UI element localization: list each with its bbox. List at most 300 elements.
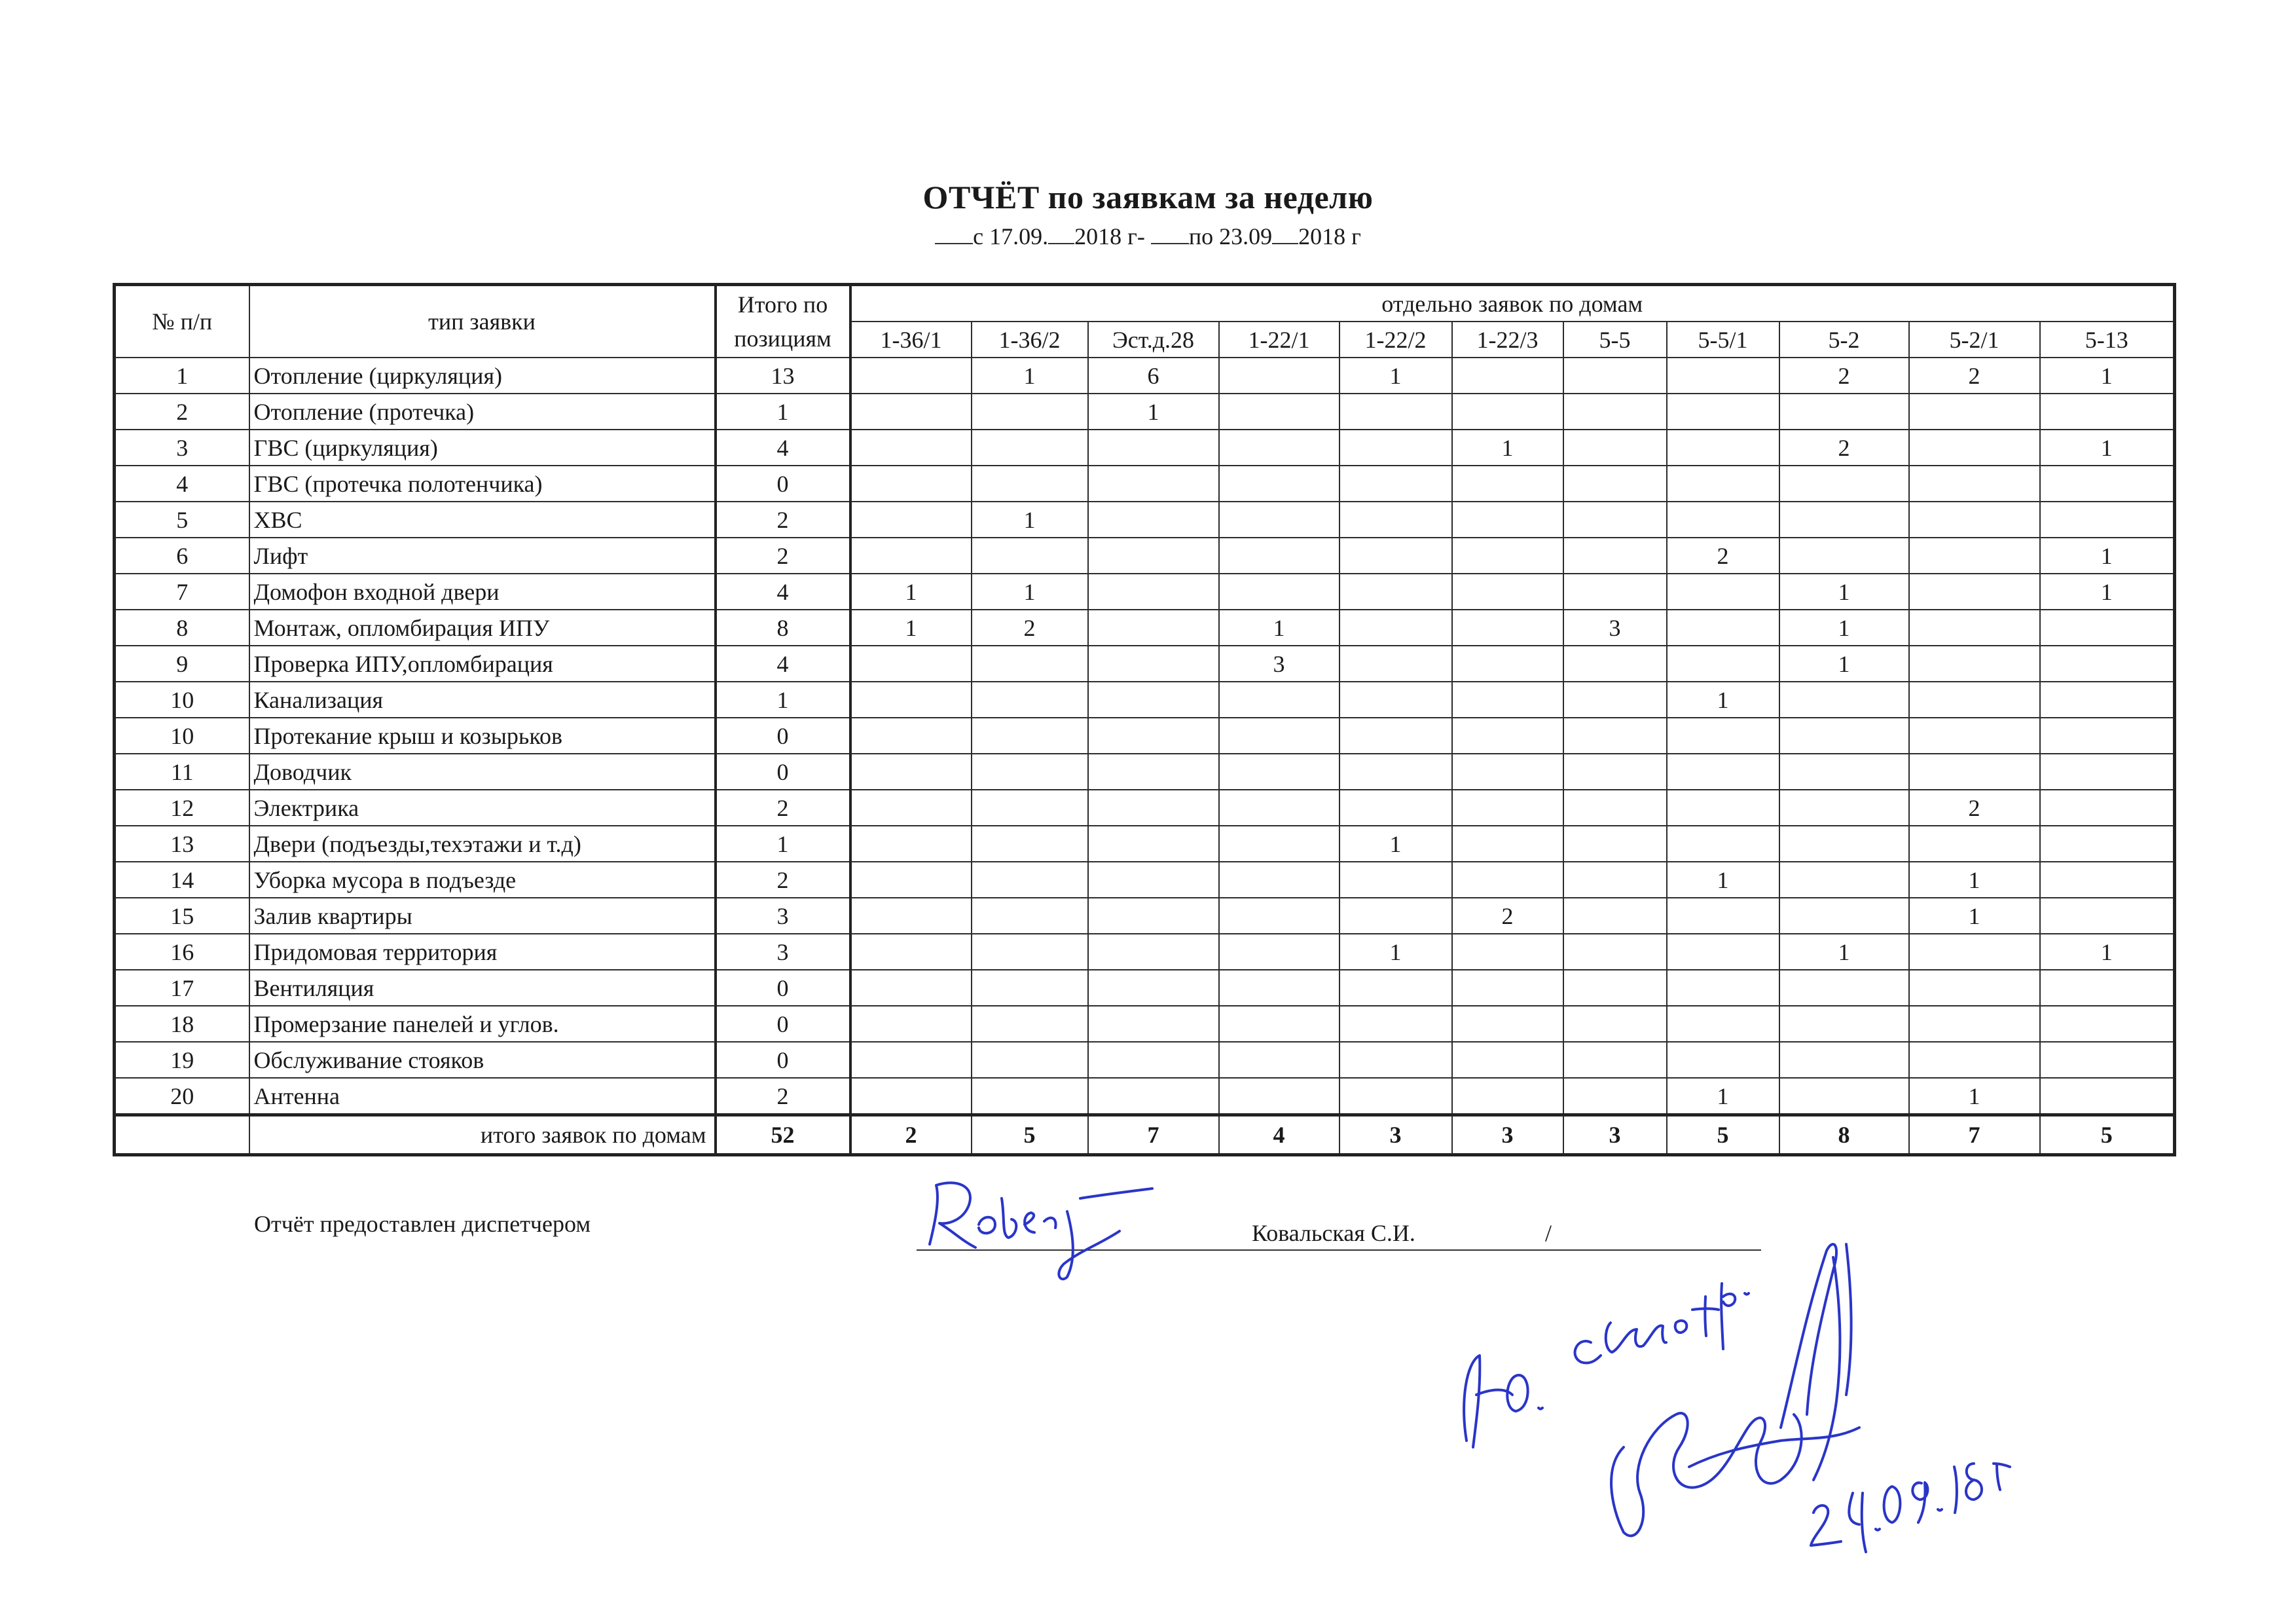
house-cell bbox=[2040, 502, 2175, 538]
col-type-header: тип заявки bbox=[249, 285, 716, 358]
blank-underline bbox=[1151, 223, 1189, 244]
summary-house-cell: 3 bbox=[1563, 1115, 1667, 1155]
house-cell bbox=[1909, 574, 2040, 610]
house-cell bbox=[850, 826, 972, 862]
table-row bbox=[115, 538, 2175, 574]
summary-house-cell: 5 bbox=[972, 1115, 1088, 1155]
house-cell bbox=[972, 646, 1088, 682]
house-cell bbox=[1563, 1042, 1667, 1078]
house-cell bbox=[1667, 1042, 1779, 1078]
blank-underline bbox=[1048, 223, 1074, 244]
house-cell bbox=[1088, 646, 1219, 682]
house-header: 5-2/1 bbox=[1909, 322, 2040, 358]
house-cell bbox=[1667, 646, 1779, 682]
row-total: 2 bbox=[716, 1078, 850, 1115]
house-cell: 1 bbox=[2040, 358, 2175, 394]
house-cell bbox=[1088, 1042, 1219, 1078]
house-cell bbox=[850, 1042, 972, 1078]
house-cell bbox=[972, 394, 1088, 430]
house-header: 5-5 bbox=[1563, 322, 1667, 358]
house-cell: 1 bbox=[1909, 862, 2040, 898]
house-cell bbox=[972, 898, 1088, 934]
request-type: Придомовая территория bbox=[249, 934, 716, 970]
house-cell bbox=[1779, 754, 1909, 790]
table-row bbox=[115, 430, 2175, 466]
house-cell bbox=[1219, 430, 1339, 466]
house-cell bbox=[1219, 466, 1339, 502]
row-total: 0 bbox=[716, 1006, 850, 1042]
house-cell bbox=[2040, 862, 2175, 898]
house-cell bbox=[1339, 610, 1452, 646]
house-cell: 1 bbox=[1779, 934, 1909, 970]
house-cell bbox=[850, 430, 972, 466]
house-cell bbox=[972, 862, 1088, 898]
table-row bbox=[115, 610, 2175, 646]
house-cell bbox=[850, 1078, 972, 1115]
row-number: 7 bbox=[115, 574, 249, 610]
house-cell bbox=[1219, 934, 1339, 970]
house-cell bbox=[1339, 898, 1452, 934]
table-row bbox=[115, 754, 2175, 790]
house-cell bbox=[1909, 826, 2040, 862]
house-cell: 2 bbox=[1667, 538, 1779, 574]
table-row bbox=[115, 898, 2175, 934]
house-cell bbox=[850, 682, 972, 718]
house-header: 5-5/1 bbox=[1667, 322, 1779, 358]
row-total: 0 bbox=[716, 1042, 850, 1078]
request-type: Залив квартиры bbox=[249, 898, 716, 934]
house-cell bbox=[1563, 862, 1667, 898]
house-cell bbox=[1909, 1006, 2040, 1042]
house-cell bbox=[1909, 502, 2040, 538]
row-total: 8 bbox=[716, 610, 850, 646]
house-header: 1-36/1 bbox=[850, 322, 972, 358]
house-cell bbox=[850, 538, 972, 574]
house-cell bbox=[1563, 718, 1667, 754]
row-number: 3 bbox=[115, 430, 249, 466]
summary-empty-cell bbox=[115, 1115, 249, 1155]
provided-by-label: Отчёт предоставлен диспетчером bbox=[254, 1211, 591, 1237]
house-cell bbox=[1339, 538, 1452, 574]
house-cell bbox=[972, 826, 1088, 862]
row-number: 18 bbox=[115, 1006, 249, 1042]
house-cell: 1 bbox=[2040, 574, 2175, 610]
row-number: 6 bbox=[115, 538, 249, 574]
house-cell bbox=[1909, 934, 2040, 970]
house-cell bbox=[1339, 430, 1452, 466]
house-cell: 2 bbox=[972, 610, 1088, 646]
period-from-year: 2018 г- bbox=[1074, 223, 1145, 249]
house-cell bbox=[1452, 862, 1563, 898]
house-cell bbox=[1779, 394, 1909, 430]
house-cell bbox=[972, 430, 1088, 466]
row-total: 2 bbox=[716, 538, 850, 574]
request-type: Протекание крыш и козырьков bbox=[249, 718, 716, 754]
row-number: 8 bbox=[115, 610, 249, 646]
house-cell bbox=[1339, 1078, 1452, 1115]
house-cell bbox=[1452, 754, 1563, 790]
report-title: ОТЧЁТ по заявкам за неделю bbox=[922, 179, 1374, 215]
house-cell: 1 bbox=[2040, 430, 2175, 466]
house-cell bbox=[1667, 934, 1779, 970]
house-cell bbox=[1452, 574, 1563, 610]
house-cell bbox=[1779, 466, 1909, 502]
house-cell bbox=[1563, 682, 1667, 718]
house-cell bbox=[1667, 610, 1779, 646]
house-cell bbox=[1219, 754, 1339, 790]
row-total: 4 bbox=[716, 574, 850, 610]
row-number: 13 bbox=[115, 826, 249, 862]
house-cell bbox=[850, 394, 972, 430]
house-cell bbox=[1219, 502, 1339, 538]
house-cell bbox=[2040, 754, 2175, 790]
house-cell bbox=[1339, 682, 1452, 718]
house-cell bbox=[1563, 466, 1667, 502]
house-cell bbox=[1779, 538, 1909, 574]
row-total: 3 bbox=[716, 898, 850, 934]
house-cell bbox=[1667, 394, 1779, 430]
house-cell bbox=[1219, 718, 1339, 754]
row-number: 10 bbox=[115, 682, 249, 718]
house-cell bbox=[1779, 718, 1909, 754]
house-cell: 2 bbox=[1779, 430, 1909, 466]
house-cell bbox=[850, 646, 972, 682]
period-to-year: 2018 г bbox=[1298, 223, 1361, 249]
period-from: с 17.09. bbox=[973, 223, 1049, 249]
request-type: Монтаж, опломбирация ИПУ bbox=[249, 610, 716, 646]
house-cell: 1 bbox=[2040, 934, 2175, 970]
row-total: 0 bbox=[716, 970, 850, 1006]
table-row bbox=[115, 574, 2175, 610]
house-cell: 1 bbox=[1779, 646, 1909, 682]
request-type: Отопление (протечка) bbox=[249, 394, 716, 430]
row-total: 1 bbox=[716, 394, 850, 430]
house-cell bbox=[2040, 718, 2175, 754]
house-cell bbox=[1088, 970, 1219, 1006]
house-cell bbox=[1088, 538, 1219, 574]
house-cell bbox=[1452, 358, 1563, 394]
house-cell bbox=[1452, 970, 1563, 1006]
summary-house-cell: 5 bbox=[2040, 1115, 2175, 1155]
house-cell bbox=[1452, 934, 1563, 970]
house-cell bbox=[1563, 574, 1667, 610]
request-type: Доводчик bbox=[249, 754, 716, 790]
house-cell bbox=[1563, 1078, 1667, 1115]
table-row bbox=[115, 790, 2175, 826]
house-cell bbox=[2040, 466, 2175, 502]
house-cell bbox=[1088, 574, 1219, 610]
report-period bbox=[0, 223, 2296, 250]
house-cell bbox=[1219, 394, 1339, 430]
house-cell bbox=[1667, 574, 1779, 610]
house-cell bbox=[1909, 646, 2040, 682]
house-cell bbox=[1779, 898, 1909, 934]
request-type: Лифт bbox=[249, 538, 716, 574]
house-cell: 1 bbox=[1667, 1078, 1779, 1115]
house-cell bbox=[1563, 754, 1667, 790]
summary-label: итого заявок по домам bbox=[249, 1115, 716, 1155]
house-cell bbox=[1088, 790, 1219, 826]
house-cell bbox=[1909, 754, 2040, 790]
house-cell bbox=[1339, 394, 1452, 430]
house-cell bbox=[1667, 1006, 1779, 1042]
house-cell bbox=[1219, 1006, 1339, 1042]
summary-house-cell: 5 bbox=[1667, 1115, 1779, 1155]
house-cell bbox=[1219, 538, 1339, 574]
house-cell: 3 bbox=[1219, 646, 1339, 682]
summary-house-cell: 2 bbox=[850, 1115, 972, 1155]
house-cell bbox=[972, 1078, 1088, 1115]
period-to: по 23.09 bbox=[1188, 223, 1273, 249]
table-body bbox=[115, 358, 2175, 1115]
row-number: 20 bbox=[115, 1078, 249, 1115]
row-number: 19 bbox=[115, 1042, 249, 1078]
house-cell bbox=[1667, 502, 1779, 538]
request-type: Промерзание панелей и углов. bbox=[249, 1006, 716, 1042]
house-cell bbox=[1452, 1078, 1563, 1115]
house-cell: 1 bbox=[1339, 358, 1452, 394]
row-number: 14 bbox=[115, 862, 249, 898]
row-total: 1 bbox=[716, 826, 850, 862]
house-header: 5-2 bbox=[1779, 322, 1909, 358]
house-cell bbox=[1563, 790, 1667, 826]
col-total-header-line2: позициям bbox=[734, 325, 831, 352]
house-cell bbox=[1563, 826, 1667, 862]
house-cell bbox=[1088, 430, 1219, 466]
house-cell bbox=[1452, 502, 1563, 538]
house-cell bbox=[1088, 898, 1219, 934]
summary-row bbox=[115, 1115, 2175, 1155]
house-cell bbox=[1088, 1006, 1219, 1042]
house-cell bbox=[972, 970, 1088, 1006]
house-cell bbox=[1779, 970, 1909, 1006]
house-cell: 1 bbox=[1219, 610, 1339, 646]
house-cell bbox=[1452, 610, 1563, 646]
house-cell bbox=[1779, 1042, 1909, 1078]
house-cell bbox=[1452, 646, 1563, 682]
house-cell bbox=[1452, 394, 1563, 430]
house-cell bbox=[1563, 358, 1667, 394]
house-cell bbox=[1339, 718, 1452, 754]
house-cell bbox=[1563, 898, 1667, 934]
house-cell bbox=[1088, 502, 1219, 538]
house-cell bbox=[1339, 466, 1452, 502]
house-cell: 1 bbox=[1339, 826, 1452, 862]
house-cell bbox=[1452, 1042, 1563, 1078]
house-cell bbox=[972, 790, 1088, 826]
house-cell bbox=[1909, 430, 2040, 466]
house-cell bbox=[2040, 970, 2175, 1006]
house-cell bbox=[2040, 898, 2175, 934]
house-cell bbox=[850, 358, 972, 394]
house-cell bbox=[1452, 466, 1563, 502]
row-total: 0 bbox=[716, 718, 850, 754]
row-total: 2 bbox=[716, 862, 850, 898]
row-number: 5 bbox=[115, 502, 249, 538]
house-cell bbox=[1452, 790, 1563, 826]
house-header: 1-36/2 bbox=[972, 322, 1088, 358]
row-total: 2 bbox=[716, 790, 850, 826]
house-cell: 1 bbox=[1452, 430, 1563, 466]
house-header: 1-22/3 bbox=[1452, 322, 1563, 358]
house-cell bbox=[1563, 970, 1667, 1006]
house-header: 5-13 bbox=[2040, 322, 2175, 358]
house-cell bbox=[850, 862, 972, 898]
house-cell bbox=[1219, 1042, 1339, 1078]
house-cell: 1 bbox=[1339, 934, 1452, 970]
house-cell bbox=[1667, 970, 1779, 1006]
house-cell bbox=[1909, 1042, 2040, 1078]
table-row bbox=[115, 1078, 2175, 1115]
house-cell bbox=[1667, 790, 1779, 826]
house-cell bbox=[1779, 682, 1909, 718]
house-cell bbox=[850, 934, 972, 970]
summary-house-cell: 4 bbox=[1219, 1115, 1339, 1155]
house-cell bbox=[2040, 1042, 2175, 1078]
request-type: ГВС (циркуляция) bbox=[249, 430, 716, 466]
house-cell bbox=[1339, 1042, 1452, 1078]
house-cell: 1 bbox=[972, 574, 1088, 610]
request-type: Уборка мусора в подъезде bbox=[249, 862, 716, 898]
house-cell bbox=[1088, 466, 1219, 502]
house-cell bbox=[2040, 646, 2175, 682]
request-type: Домофон входной двери bbox=[249, 574, 716, 610]
table-row bbox=[115, 718, 2175, 754]
house-cell bbox=[1779, 502, 1909, 538]
row-total: 0 bbox=[716, 754, 850, 790]
house-cell bbox=[1339, 502, 1452, 538]
house-cell bbox=[1219, 682, 1339, 718]
house-cell bbox=[1219, 970, 1339, 1006]
row-total: 4 bbox=[716, 430, 850, 466]
house-cell bbox=[850, 970, 972, 1006]
house-cell bbox=[1088, 862, 1219, 898]
house-cell bbox=[1563, 394, 1667, 430]
summary-house-cell: 7 bbox=[1909, 1115, 2040, 1155]
house-cell bbox=[1339, 574, 1452, 610]
house-cell: 1 bbox=[2040, 538, 2175, 574]
house-cell bbox=[2040, 394, 2175, 430]
house-cell: 1 bbox=[972, 502, 1088, 538]
house-cell bbox=[2040, 682, 2175, 718]
row-number: 15 bbox=[115, 898, 249, 934]
house-cell bbox=[1779, 862, 1909, 898]
house-cell bbox=[1088, 718, 1219, 754]
house-cell bbox=[972, 934, 1088, 970]
house-cell bbox=[972, 718, 1088, 754]
house-cell bbox=[850, 754, 972, 790]
signature-slash: / bbox=[1545, 1220, 1552, 1246]
row-number: 17 bbox=[115, 970, 249, 1006]
table-row bbox=[115, 826, 2175, 862]
request-type: Обслуживание стояков bbox=[249, 1042, 716, 1078]
dispatcher-signature bbox=[903, 1159, 1165, 1290]
house-cell: 2 bbox=[1909, 790, 2040, 826]
row-total: 13 bbox=[716, 358, 850, 394]
house-cell bbox=[1563, 430, 1667, 466]
summary-house-cell: 7 bbox=[1088, 1115, 1219, 1155]
summary-house-cell: 3 bbox=[1339, 1115, 1452, 1155]
house-cell bbox=[2040, 790, 2175, 826]
table-row bbox=[115, 358, 2175, 394]
house-cell bbox=[972, 538, 1088, 574]
house-header: Эст.д.28 bbox=[1088, 322, 1219, 358]
table-row bbox=[115, 934, 2175, 970]
house-cell bbox=[1667, 466, 1779, 502]
house-cell bbox=[1219, 826, 1339, 862]
house-cell bbox=[1219, 1078, 1339, 1115]
row-total: 3 bbox=[716, 934, 850, 970]
row-number: 11 bbox=[115, 754, 249, 790]
house-cell bbox=[1563, 1006, 1667, 1042]
house-cell: 2 bbox=[1779, 358, 1909, 394]
table-row bbox=[115, 1006, 2175, 1042]
table-row bbox=[115, 466, 2175, 502]
house-cell bbox=[1452, 682, 1563, 718]
house-cell bbox=[1452, 826, 1563, 862]
row-total: 4 bbox=[716, 646, 850, 682]
house-cell: 1 bbox=[1779, 610, 1909, 646]
house-cell: 1 bbox=[972, 358, 1088, 394]
house-cell bbox=[1088, 610, 1219, 646]
table-row bbox=[115, 682, 2175, 718]
house-cell: 1 bbox=[850, 610, 972, 646]
house-cell bbox=[1909, 466, 2040, 502]
house-cell bbox=[2040, 826, 2175, 862]
request-type: Вентиляция bbox=[249, 970, 716, 1006]
house-cell bbox=[1909, 538, 2040, 574]
row-number: 16 bbox=[115, 934, 249, 970]
house-cell bbox=[1779, 826, 1909, 862]
house-cell bbox=[1909, 394, 2040, 430]
house-cell: 1 bbox=[1667, 682, 1779, 718]
house-cell bbox=[1779, 1078, 1909, 1115]
request-type: ГВС (протечка полотенчика) bbox=[249, 466, 716, 502]
row-total: 1 bbox=[716, 682, 850, 718]
col-total-header bbox=[716, 285, 850, 358]
house-cell bbox=[972, 754, 1088, 790]
house-cell bbox=[1088, 934, 1219, 970]
house-cell bbox=[1088, 1078, 1219, 1115]
house-cell bbox=[1667, 358, 1779, 394]
table-row bbox=[115, 646, 2175, 682]
row-number: 2 bbox=[115, 394, 249, 430]
table-row bbox=[115, 1042, 2175, 1078]
house-cell bbox=[1909, 682, 2040, 718]
house-cell: 1 bbox=[1909, 1078, 2040, 1115]
row-number: 10 bbox=[115, 718, 249, 754]
house-cell bbox=[1339, 862, 1452, 898]
house-header: 1-22/1 bbox=[1219, 322, 1339, 358]
house-cell: 2 bbox=[1909, 358, 2040, 394]
house-cell bbox=[1219, 574, 1339, 610]
request-type: Электрика bbox=[249, 790, 716, 826]
house-cell bbox=[1563, 646, 1667, 682]
houses-header: отдельно заявок по домам bbox=[850, 285, 2175, 322]
table-row bbox=[115, 394, 2175, 430]
house-cell bbox=[1219, 790, 1339, 826]
house-cell bbox=[2040, 610, 2175, 646]
house-cell: 6 bbox=[1088, 358, 1219, 394]
col-num-header: № п/п bbox=[115, 285, 249, 358]
house-cell bbox=[1909, 970, 2040, 1006]
house-cell bbox=[1339, 790, 1452, 826]
house-cell bbox=[1219, 862, 1339, 898]
blank-underline bbox=[935, 223, 973, 244]
house-cell bbox=[1667, 898, 1779, 934]
dispatcher-name: Ковальская С.И. bbox=[1252, 1220, 1415, 1246]
house-cell bbox=[1563, 538, 1667, 574]
